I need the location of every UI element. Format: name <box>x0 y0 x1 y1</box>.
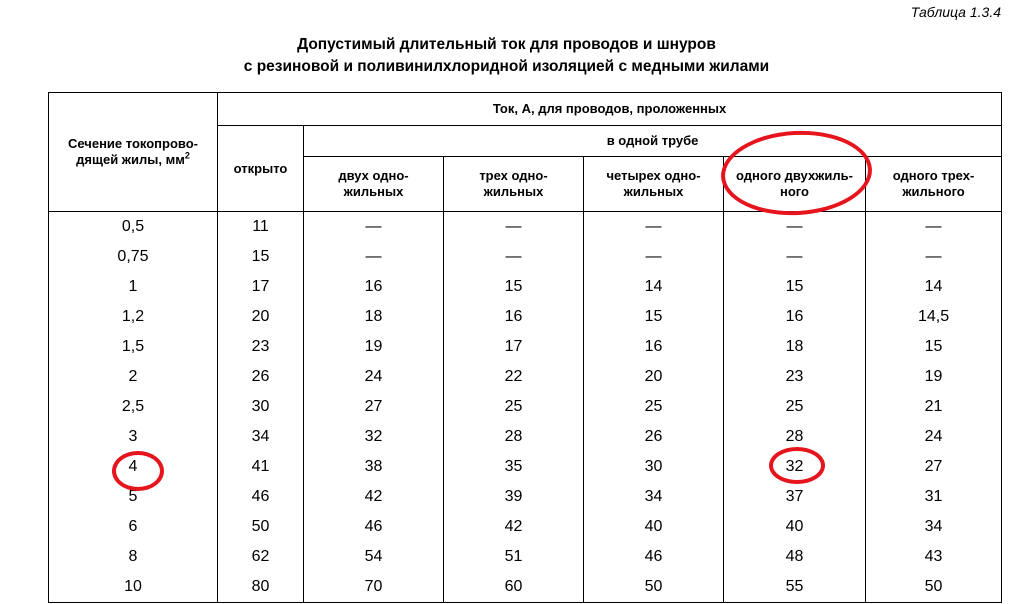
current-cell: 51 <box>444 542 584 572</box>
current-cell: 17 <box>444 332 584 362</box>
section-cell: 1,2 <box>49 302 218 332</box>
current-cell: 46 <box>584 542 724 572</box>
current-cell: 19 <box>866 362 1002 392</box>
current-cell: 24 <box>304 362 444 392</box>
current-cell: 34 <box>218 422 304 452</box>
current-cell: 32 <box>724 452 866 482</box>
table-row <box>49 362 1002 392</box>
current-cell: 15 <box>724 272 866 302</box>
section-cell: 1,5 <box>49 332 218 362</box>
section-cell: 6 <box>49 512 218 542</box>
section-header: Сечение токопрово- дящей жилы, $мм^2$ <box>49 93 218 212</box>
current-cell: 37 <box>724 482 866 512</box>
table-row <box>49 542 1002 572</box>
current-cell: 34 <box>866 512 1002 542</box>
current-cell: 42 <box>444 512 584 542</box>
current-cell: 20 <box>218 302 304 332</box>
current-cell: — <box>444 242 584 272</box>
current-cell: 24 <box>866 422 1002 452</box>
current-cell: 54 <box>304 542 444 572</box>
current-cell: 42 <box>304 482 444 512</box>
current-group-header: Ток, А, для проводов, проложенных <box>218 93 1002 126</box>
table-row <box>49 512 1002 542</box>
current-cell: 41 <box>218 452 304 482</box>
current-cell: — <box>724 212 866 243</box>
current-cell: 50 <box>866 572 1002 603</box>
current-cell: — <box>584 242 724 272</box>
pipe-column-header: трех одно- жильных <box>444 157 584 212</box>
current-cell: 28 <box>444 422 584 452</box>
section-cell: 10 <box>49 572 218 603</box>
current-cell: 15 <box>866 332 1002 362</box>
current-cell: — <box>866 212 1002 243</box>
current-cell: 32 <box>304 422 444 452</box>
current-cell: 26 <box>584 422 724 452</box>
current-cell: 15 <box>444 272 584 302</box>
open-header: открыто <box>218 126 304 212</box>
pipe-column-header: четырех одно- жильных <box>584 157 724 212</box>
table-row <box>49 302 1002 332</box>
current-cell: 46 <box>304 512 444 542</box>
current-cell: 23 <box>724 362 866 392</box>
current-cell: 22 <box>444 362 584 392</box>
pipe-column-header: одного двухжиль- ного <box>724 157 866 212</box>
current-cell: 50 <box>218 512 304 542</box>
current-cell: 25 <box>444 392 584 422</box>
table-row <box>49 272 1002 302</box>
current-cell: 16 <box>724 302 866 332</box>
current-cell: 62 <box>218 542 304 572</box>
table-row <box>49 422 1002 452</box>
pipe-column-header: двух одно- жильных <box>304 157 444 212</box>
table-title-line-1: Допустимый длительный ток для проводов и шнуров <box>297 36 716 53</box>
current-cell: 27 <box>866 452 1002 482</box>
current-cell: — <box>304 242 444 272</box>
current-cell: 39 <box>444 482 584 512</box>
current-cell: 35 <box>444 452 584 482</box>
current-cell: 18 <box>304 302 444 332</box>
section-cell: 8 <box>49 542 218 572</box>
section-cell: 0,75 <box>49 242 218 272</box>
current-cell: 43 <box>866 542 1002 572</box>
current-cell: 18 <box>724 332 866 362</box>
current-cell: 55 <box>724 572 866 603</box>
current-cell: 70 <box>304 572 444 603</box>
current-cell: 16 <box>444 302 584 332</box>
current-cell: 16 <box>304 272 444 302</box>
table-title <box>0 34 1013 78</box>
current-cell: 23 <box>218 332 304 362</box>
current-cell: 19 <box>304 332 444 362</box>
current-cell: 15 <box>218 242 304 272</box>
current-cell: 14,5 <box>866 302 1002 332</box>
current-cell: 20 <box>584 362 724 392</box>
section-cell: 2 <box>49 362 218 392</box>
table-row <box>49 332 1002 362</box>
current-cell: — <box>584 212 724 243</box>
table-row <box>49 212 1002 243</box>
table-title-line-2: с резиновой и поливинилхлоридной изоляцией с медными жилами <box>243 58 770 75</box>
current-cell: 60 <box>444 572 584 603</box>
current-cell: — <box>866 242 1002 272</box>
current-cell: 50 <box>584 572 724 603</box>
table-row <box>49 452 1002 482</box>
current-cell: 15 <box>584 302 724 332</box>
section-cell: 0,5 <box>49 212 218 243</box>
table-row <box>49 242 1002 272</box>
current-cell: 38 <box>304 452 444 482</box>
section-cell: 3 <box>49 422 218 452</box>
table-row <box>49 482 1002 512</box>
current-cell: — <box>444 212 584 243</box>
table-number: Таблица 1.3.4 <box>910 4 1001 20</box>
table-row <box>49 392 1002 422</box>
current-cell: 16 <box>584 332 724 362</box>
current-cell: 40 <box>584 512 724 542</box>
current-table <box>48 92 1002 603</box>
current-cell: 34 <box>584 482 724 512</box>
current-cell: 48 <box>724 542 866 572</box>
current-cell: 11 <box>218 212 304 243</box>
current-cell: 14 <box>584 272 724 302</box>
current-cell: 80 <box>218 572 304 603</box>
current-cell: 28 <box>724 422 866 452</box>
current-cell: 17 <box>218 272 304 302</box>
current-cell: 31 <box>866 482 1002 512</box>
current-cell: 30 <box>584 452 724 482</box>
current-cell: 25 <box>584 392 724 422</box>
current-cell: 30 <box>218 392 304 422</box>
current-cell: 27 <box>304 392 444 422</box>
section-cell: 2,5 <box>49 392 218 422</box>
current-cell: 25 <box>724 392 866 422</box>
current-cell: 21 <box>866 392 1002 422</box>
section-cell: 1 <box>49 272 218 302</box>
current-cell: 46 <box>218 482 304 512</box>
pipe-column-header: одного трех- жильного <box>866 157 1002 212</box>
current-cell: 14 <box>866 272 1002 302</box>
section-cell: 5 <box>49 482 218 512</box>
pipe-group-header: в одной трубе <box>304 126 1002 157</box>
current-cell: 40 <box>724 512 866 542</box>
table-row <box>49 572 1002 603</box>
current-cell: — <box>724 242 866 272</box>
current-cell: 26 <box>218 362 304 392</box>
section-cell: 4 <box>49 452 218 482</box>
current-cell: — <box>304 212 444 243</box>
